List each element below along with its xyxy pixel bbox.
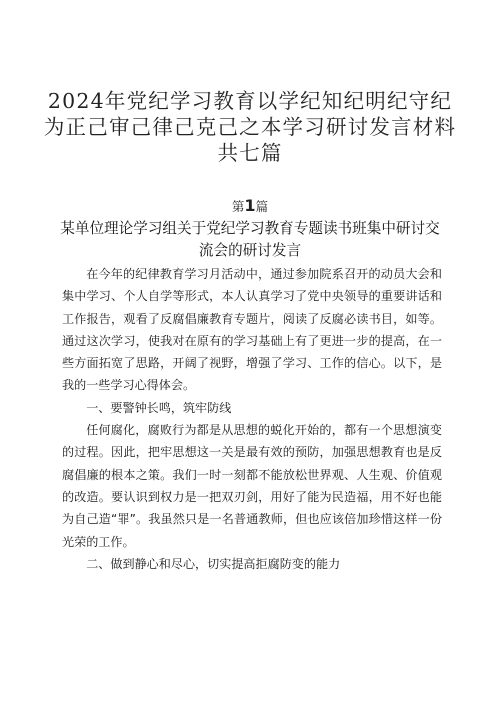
heading-two: 二、做到静心和尽心，切实提高拒腐防变的能力 [86,556,341,571]
heading-one: 一、要警钟长鸣，筑牢防线 [86,400,232,415]
paragraph-one: 任何腐化，腐败行为都是从思想的蜕化开始的，都有一个思想演变的过程。因此，把牢思想这一关是最有效的预防，加强思想教育也是反腐倡廉的根本之策。我们一时一刻都不能放松世界观、人生观、价值观的改造。要认识到权力是一把双刃剑，用好了能为民造福，用不好也能为自己造“罪”。我虽然只是一名普通教师，但也应该倍加珍惜这样一份光荣的工作。 [62,423,442,549]
chapter-suffix: 篇 [255,199,269,214]
chapter-number: 1 [244,196,256,215]
chapter-prefix: 第 [231,199,245,214]
section-title: 某单位理论学习组关于党纪学习教育专题读书班集中研讨交流会的研讨发言 [60,220,440,259]
body-text [62,263,442,575]
chapter-label [0,196,500,215]
document-title: 2024年党纪学习教育以学纪知纪明纪守纪为正己审己律己克己之本学习研讨发言材料共七篇 [43,89,457,165]
paragraph-intro: 在今年的纪律教育学习月活动中，通过参加院系召开的动员大会和集中学习、个人自学等形式，本人认真学习了党中央领导的重要讲话和工作报告，观看了反腐倡廉教育专题片，阅读了反腐必读书目，如等。通过这次学习，使我对在原有的学习基础上有了更进一步的提高，在一些方面拓宽了思路，开阔了视野，增强了学习、工作的信心。以下，是我的一些学习心得体会。 [62,267,442,393]
